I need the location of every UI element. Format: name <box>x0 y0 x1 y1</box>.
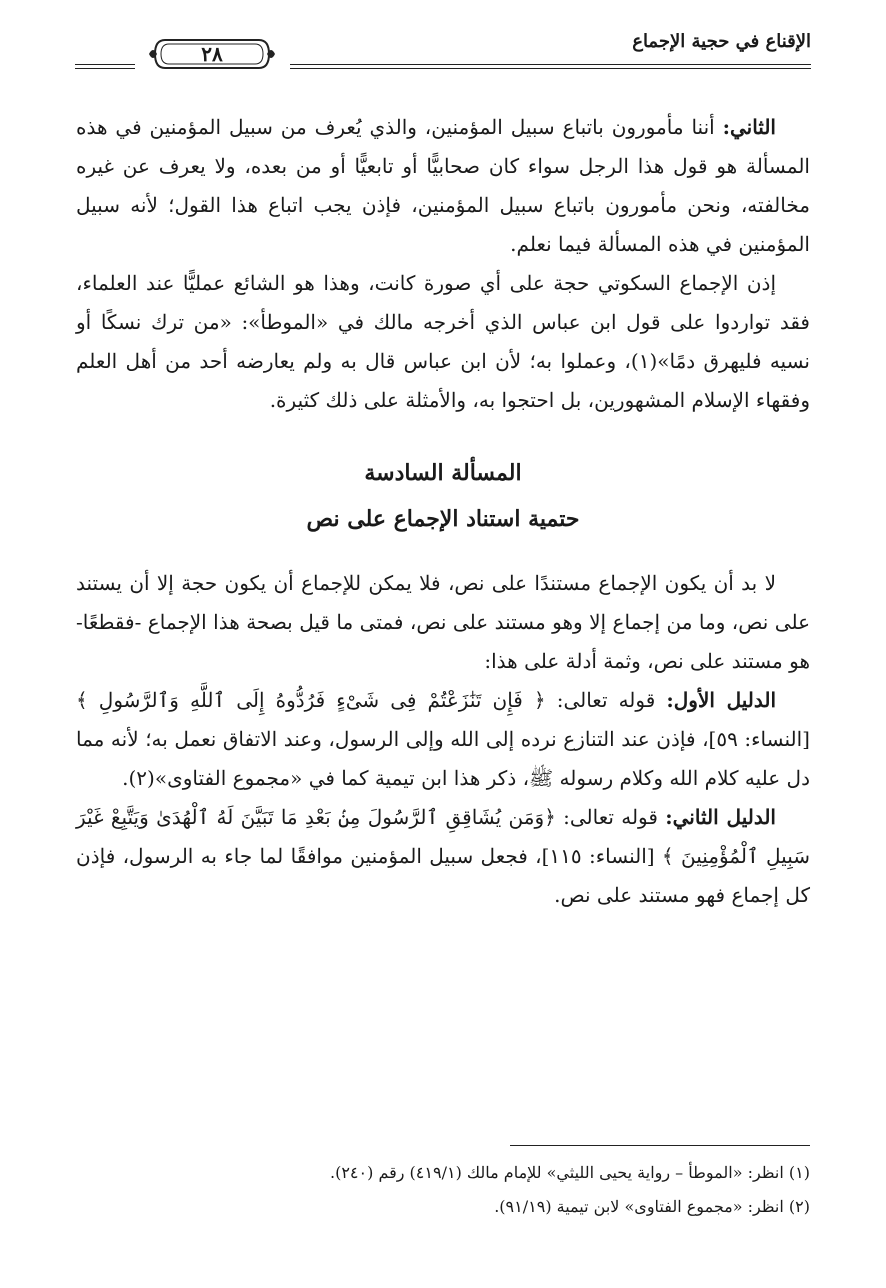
paragraph-first-evidence <box>76 681 810 798</box>
section-subtitle: حتمية استناد الإجماع على نص <box>306 506 580 532</box>
header-rule-right <box>290 64 811 69</box>
paragraph-lead: الدليل الأول: <box>666 688 777 712</box>
page-header <box>75 28 811 72</box>
page-number-ornament <box>147 34 277 74</box>
page-body <box>76 108 810 915</box>
footnote-separator <box>510 1145 810 1146</box>
paragraph-second-point <box>76 108 810 264</box>
footnotes <box>76 1156 810 1224</box>
paragraph-silent-consensus: إذن الإجماع السكوتي حجة على أي صورة كانت، وهذا هو الشائع عمليًّا عند العلماء، فقد تواردوا على قول ابن عباس الذي أخرجه مالك في «الموطأ»: «من ترك نسكًا أو نسيه فليهرق دمًا»(١)، وعملوا به؛ لأن ابن عباس قال به ولم يعارضه أحد من أهل العلم وفقهاء الإسلام المشهورين، بل احتجوا به، والأمثلة على ذلك كثيرة. <box>76 271 810 412</box>
paragraph-text: قوله تعالى: ﴿وَمَن يُشَاقِقِ ٱلرَّسُولَ مِنۢ بَعْدِ مَا تَبَيَّنَ لَهُ ٱلْهُدَىٰ وَيَتَّبِعْ غَيْرَ سَبِيلِ ٱلْمُؤْمِنِينَ ﴾ [النساء: ١١٥]، فجعل سبيل المؤمنين موافقًا لما جاء به الرسول، فإذن كل إجماع فهو مستند على نص. <box>76 805 810 907</box>
paragraph-intro: لا بد أن يكون الإجماع مستندًا على نص، فلا يمكن للإجماع أن يكون حجة إلا أن يستند على نص، وما من إجماع إلا وهو مستند على نص، فمتى ما قيل بصحة هذا الإجماع -فقطعًا- هو مستند على نص، وثمة أدلة على هذا: <box>76 571 810 673</box>
page-number: ٢٨ <box>201 42 223 66</box>
running-title: الإقناع في حجية الإجماع <box>632 31 811 52</box>
header-rule-left <box>75 64 135 69</box>
paragraph-lead: الثاني: <box>722 115 776 139</box>
footnote-2: (٢) انظر: «مجموع الفتاوى» لابن تيمية (٩١/١٩). <box>494 1197 810 1216</box>
paragraph-lead: الدليل الثاني: <box>665 805 776 829</box>
footnote-1: (١) انظر: «الموطأ – رواية يحيى الليثي» للإمام مالك (٤١٩/١) رقم (٢٤٠). <box>330 1163 810 1182</box>
paragraph-text: أننا مأمورون باتباع سبيل المؤمنين، والذي يُعرف من سبيل المؤمنين في هذه المسألة هو قول هذا الرجل سواء كان صحابيًّا أو تابعيًّا أو من بعده، ولا يعرف عن غيره مخالفته، ونحن مأمورون باتباع سبيل المؤمنين، فإذن يجب اتباع هذا القول؛ لأنه سبيل المؤمنين في هذه المسألة فيما نعلم. <box>76 115 810 256</box>
paragraph-text: قوله تعالى: ﴿ فَإِن تَنَٰزَعْتُمْ فِى شَىْءٍ فَرُدُّوهُ إِلَى ٱللَّهِ وَٱلرَّسُولِ ﴾ [النساء: ٥٩]، فإذن عند التنازع نرده إلى الله وإلى الرسول، وعند الاتفاق نعمل به؛ لأنه مما دل عليه كلام الله وكلام رسوله ﷺ، ذكر هذا ابن تيمية كما في «مجموع الفتاوى»(٢). <box>76 688 810 790</box>
paragraph-second-evidence <box>76 798 810 915</box>
section-title: المسألة السادسة <box>364 460 522 486</box>
